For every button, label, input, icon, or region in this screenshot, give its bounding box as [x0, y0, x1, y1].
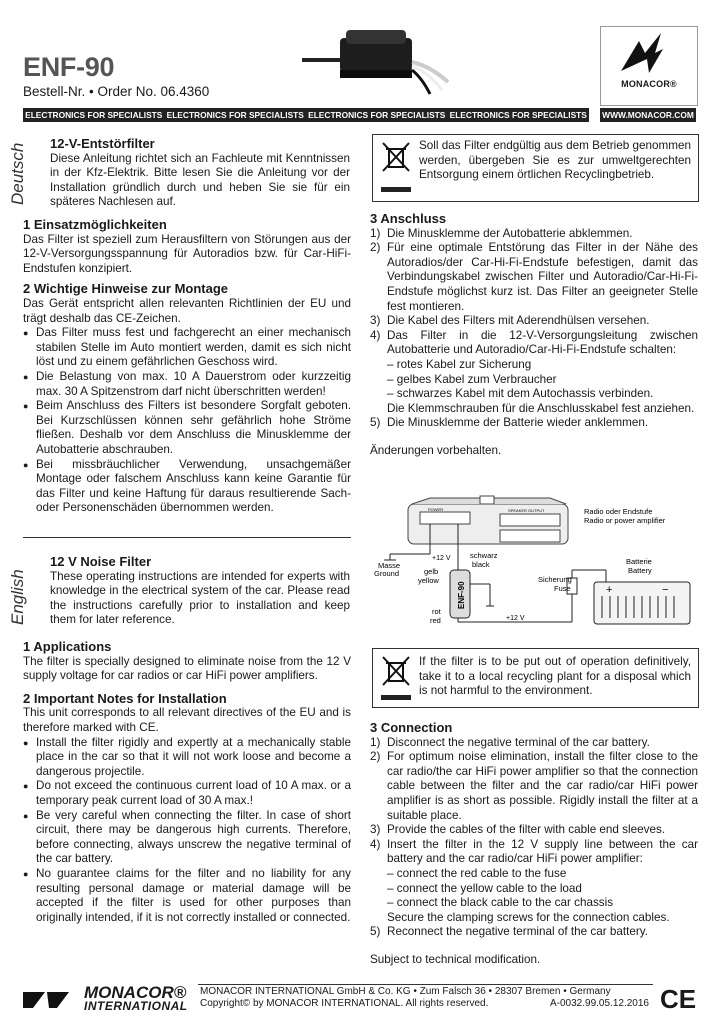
german-intro	[50, 137, 350, 210]
battery-minus: −	[662, 584, 669, 596]
band-text: ELECTRONICS FOR SPECIALISTS	[449, 110, 587, 120]
band-text: ELECTRONICS FOR SPECIALISTS	[308, 110, 446, 120]
sub-item: – schwarzes Kabel mit dem Autochassis verbinden.	[387, 387, 654, 401]
language-label-german: Deutsch	[8, 142, 27, 205]
speaker-output-label: SPEAKER OUTPUT	[508, 508, 545, 513]
crossed-bin-icon	[381, 141, 411, 175]
footer-copyright: Copyright© by MONACOR INTERNATIONAL. All rights reserved.	[200, 998, 489, 1009]
list-item: 4) Insert the filter in the 12 V supply line between the car battery and the car radio/car HiFi power amplifier:	[370, 837, 698, 866]
schwarz-label: schwarz	[470, 551, 498, 560]
sub-item: – rotes Kabel zur Sicherung	[387, 357, 532, 371]
red-label: red	[430, 616, 441, 625]
list-item: 5) Die Minusklemme der Batterie wieder anklemmen.	[370, 416, 649, 430]
ce-mark: CE	[660, 984, 697, 1014]
german-disposal-warning	[372, 134, 699, 202]
list-item: 2) Für eine optimale Entstörung das Filter in der Nähe des Autoradios/der Car-Hi-Fi-Endstufe befestigen, damit das Verbindungskabel zwischen Filter und Autoradio/Car-Hi-Fi-Endstufe möglichst kurz ist. Das Filter an geeigneter Stelle fest montieren.	[370, 241, 698, 313]
english-note: Subject to technical modification.	[370, 952, 541, 966]
radio-label-en: Radio or power amplifier	[584, 516, 666, 525]
english-s2-text: This unit corresponds to all relevant directives of the EU and is therefore marked with CE.	[23, 706, 351, 734]
filter-model-label: ENF-90	[457, 581, 466, 609]
footer-brand: MONACOR®	[84, 983, 187, 1002]
header-band	[23, 108, 589, 122]
german-s2-title: 2 Wichtige Hinweise zur Montage	[23, 281, 229, 297]
sub-item: – connect the black cable to the car chassis	[387, 896, 614, 910]
band-text: ELECTRONICS FOR SPECIALISTS	[25, 110, 163, 120]
list-item: ● Do not exceed the continuous current load of 10 A max. or a temporary peak current load of 30 A max.!	[23, 779, 351, 808]
power-label: POWER	[428, 507, 444, 512]
english-intro	[50, 555, 350, 628]
list-item: ● Install the filter rigidly and expertly at a mechanically stable place in the car so that it will not work loose and become a dangerous projectile.	[23, 736, 351, 780]
german-left-body	[23, 218, 351, 516]
list-item: ● Bei missbräuchlicher Verwendung, unsachgemäßer Montage oder falschem Anschluss kann keine Garantie für das Filter und keine Haftung für daraus resultierende Sach- oder Personenschäden übernommen werden.	[23, 458, 351, 516]
product-model: ENF-90	[23, 52, 115, 82]
german-s2-text: Das Gerät entspricht allen relevanten Richtlinien der EU und trägt deshalb das CE-Zeichen.	[23, 296, 351, 325]
gelb-label: gelb	[424, 567, 439, 576]
radio-label: Radio oder Endstufe	[584, 507, 653, 516]
section-divider	[23, 537, 351, 538]
language-label-english: English	[8, 569, 27, 625]
rot-label: rot	[432, 607, 441, 616]
website-link[interactable]: WWW.MONACOR.COM	[600, 108, 696, 122]
list-item: 4) Das Filter in die 12-V-Versorgungsleitung zwischen Autobatterie und Autoradio/Car-Hi-Fi-Endstufe schalten:	[370, 328, 698, 357]
footer-doc-number: A-0032.99.05.12.2016	[550, 998, 649, 1009]
bin-bar	[381, 695, 411, 700]
black-label: black	[472, 560, 490, 569]
list-item: ● Die Belastung von max. 10 A Dauerstrom oder kurzzeitig max. 30 A Spitzenstrom darf nicht überschritten werden!	[23, 370, 351, 399]
german-warning-text: Soll das Filter endgültig aus dem Betrieb genommen werden, übergeben Sie es zur umweltgerechten Entsorgung einem örtlichen Recyclingbetrieb.	[419, 139, 691, 182]
sub-item: – connect the yellow cable to the load	[387, 881, 582, 895]
lightning-logo-icon	[601, 27, 697, 77]
fuse-label: Fuse	[554, 584, 571, 593]
german-title: 12-V-Entstörfilter	[50, 136, 155, 151]
list-item: ● Beim Anschluss des Filters ist besondere Sorgfalt geboten. Bei Kurzschlüssen können sehr gefährlich hohe Ströme fließen. Deshalb vor dem Anschluss die Minusklemme der Autobatterie abschrauben.	[23, 399, 351, 457]
english-title: 12 V Noise Filter	[50, 554, 152, 569]
list-item: 3) Die Kabel des Filters mit Aderendhülsen versehen.	[370, 314, 650, 328]
monacor-logo	[600, 26, 698, 106]
plus12b-label: +12 V	[506, 615, 525, 622]
sub-item: – connect the red cable to the fuse	[387, 866, 567, 880]
english-connection	[370, 721, 698, 968]
german-s1-text: Das Filter ist speziell zum Herausfiltern von Störungen aus der 12-V-Versorgungsspannung für Autoradios bzw. für Car-HiFi-Endstufen konzipiert.	[23, 232, 351, 275]
german-s1-title: 1 Einsatzmöglichkeiten	[23, 217, 167, 232]
german-s3-title: 3 Anschluss	[370, 211, 447, 226]
list-item: 5) Reconnect the negative terminal of the car battery.	[370, 925, 648, 939]
footer-divider	[198, 984, 653, 985]
logo-text: MONACOR®	[621, 79, 677, 89]
monacor-footer-logo-icon	[23, 988, 81, 1010]
english-warning-text: If the filter is to be put out of operation definitively, take it to a local recycling plant for a disposal which is not harmful to the environment.	[419, 655, 691, 698]
english-s2-title: 2 Important Notes for Installation	[23, 690, 227, 706]
english-s3-title: 3 Connection	[370, 720, 453, 735]
list-item: 2) For optimum noise elimination, install the filter close to the car radio/the car HiFi power amplifier so that the connection cable between the filter and the car radio/car HiFi power amplifier is as short as possible. Rigidly install the filter at a suitable place.	[370, 750, 698, 822]
wiring-diagram	[370, 494, 698, 630]
band-text: ELECTRONICS FOR SPECIALISTS	[166, 110, 304, 120]
german-note: Änderungen vorbehalten.	[370, 443, 502, 457]
english-s1-title: 1 Applications	[23, 639, 112, 654]
battery-label: Battery	[628, 566, 652, 575]
footer-address: MONACOR INTERNATIONAL GmbH & Co. KG • Zum Falsch 36 • 28307 Bremen • Germany	[200, 986, 611, 997]
list-item: 3) Provide the cables of the filter with cable end sleeves.	[370, 823, 666, 837]
list-item: ● Be very careful when connecting the filter. In case of short circuit, there may be dangerous high currents. Therefore, before connecting, always unscrew the negative terminal of the car battery.	[23, 809, 351, 867]
sub-item: Secure the clamping screws for the connection cables.	[387, 910, 670, 924]
english-disposal-warning	[372, 648, 699, 708]
product-photo	[300, 20, 450, 100]
sub-item: Die Klemmschrauben für die Anschlusskabel fest anziehen.	[387, 401, 695, 415]
bin-bar	[381, 187, 411, 192]
plus12-label: +12 V	[432, 555, 451, 562]
masse-label: Masse	[378, 561, 401, 570]
english-s1-text: The filter is specially designed to eliminate noise from the 12 V supply voltage for car radios or car HiFi power amplifiers.	[23, 654, 351, 683]
sicherung-label: Sicherung	[538, 575, 572, 584]
crossed-bin-icon	[381, 655, 411, 689]
ground-label: Ground	[374, 569, 400, 578]
german-connection	[370, 212, 698, 459]
list-item: ● Das Filter muss fest und fachgerecht an einer mechanisch stabilen Stelle im Auto montiert werden, damit es sich nicht löst und zu einem gefährlichen Geschoss wird.	[23, 326, 351, 370]
yellow-label: yellow	[418, 576, 439, 585]
german-intro-text: Diese Anleitung richtet sich an Fachleute mit Kenntnissen in der Kfz-Elektrik. Bitte lesen Sie die Anleitung vor der Installation gründlich durch und heben Sie sie für ein späteres Nachlesen auf.	[50, 151, 350, 209]
list-item: ● No guarantee claims for the filter and no liability for any resulting personal damage or material damage will be accepted if the filter is used for other purposes than originally intended, if it is not correctly installed or connected.	[23, 867, 351, 925]
english-intro-text: These operating instructions are intended for experts with knowledge in the electrical system of the car. Please read the instructions carefully prior to installation and keep them for later reference.	[50, 569, 350, 627]
battery-plus: +	[606, 584, 613, 596]
english-left-body	[23, 640, 351, 925]
sub-item: – gelbes Kabel zum Verbraucher	[387, 372, 557, 386]
batterie-label: Batterie	[626, 557, 652, 566]
list-item: 1) Die Minusklemme der Autobatterie abklemmen.	[370, 226, 633, 240]
order-number: Bestell-Nr. • Order No. 06.4360	[23, 84, 210, 99]
footer-brand-sub: INTERNATIONAL	[84, 999, 188, 1013]
list-item: 1) Disconnect the negative terminal of the car battery.	[370, 735, 650, 749]
